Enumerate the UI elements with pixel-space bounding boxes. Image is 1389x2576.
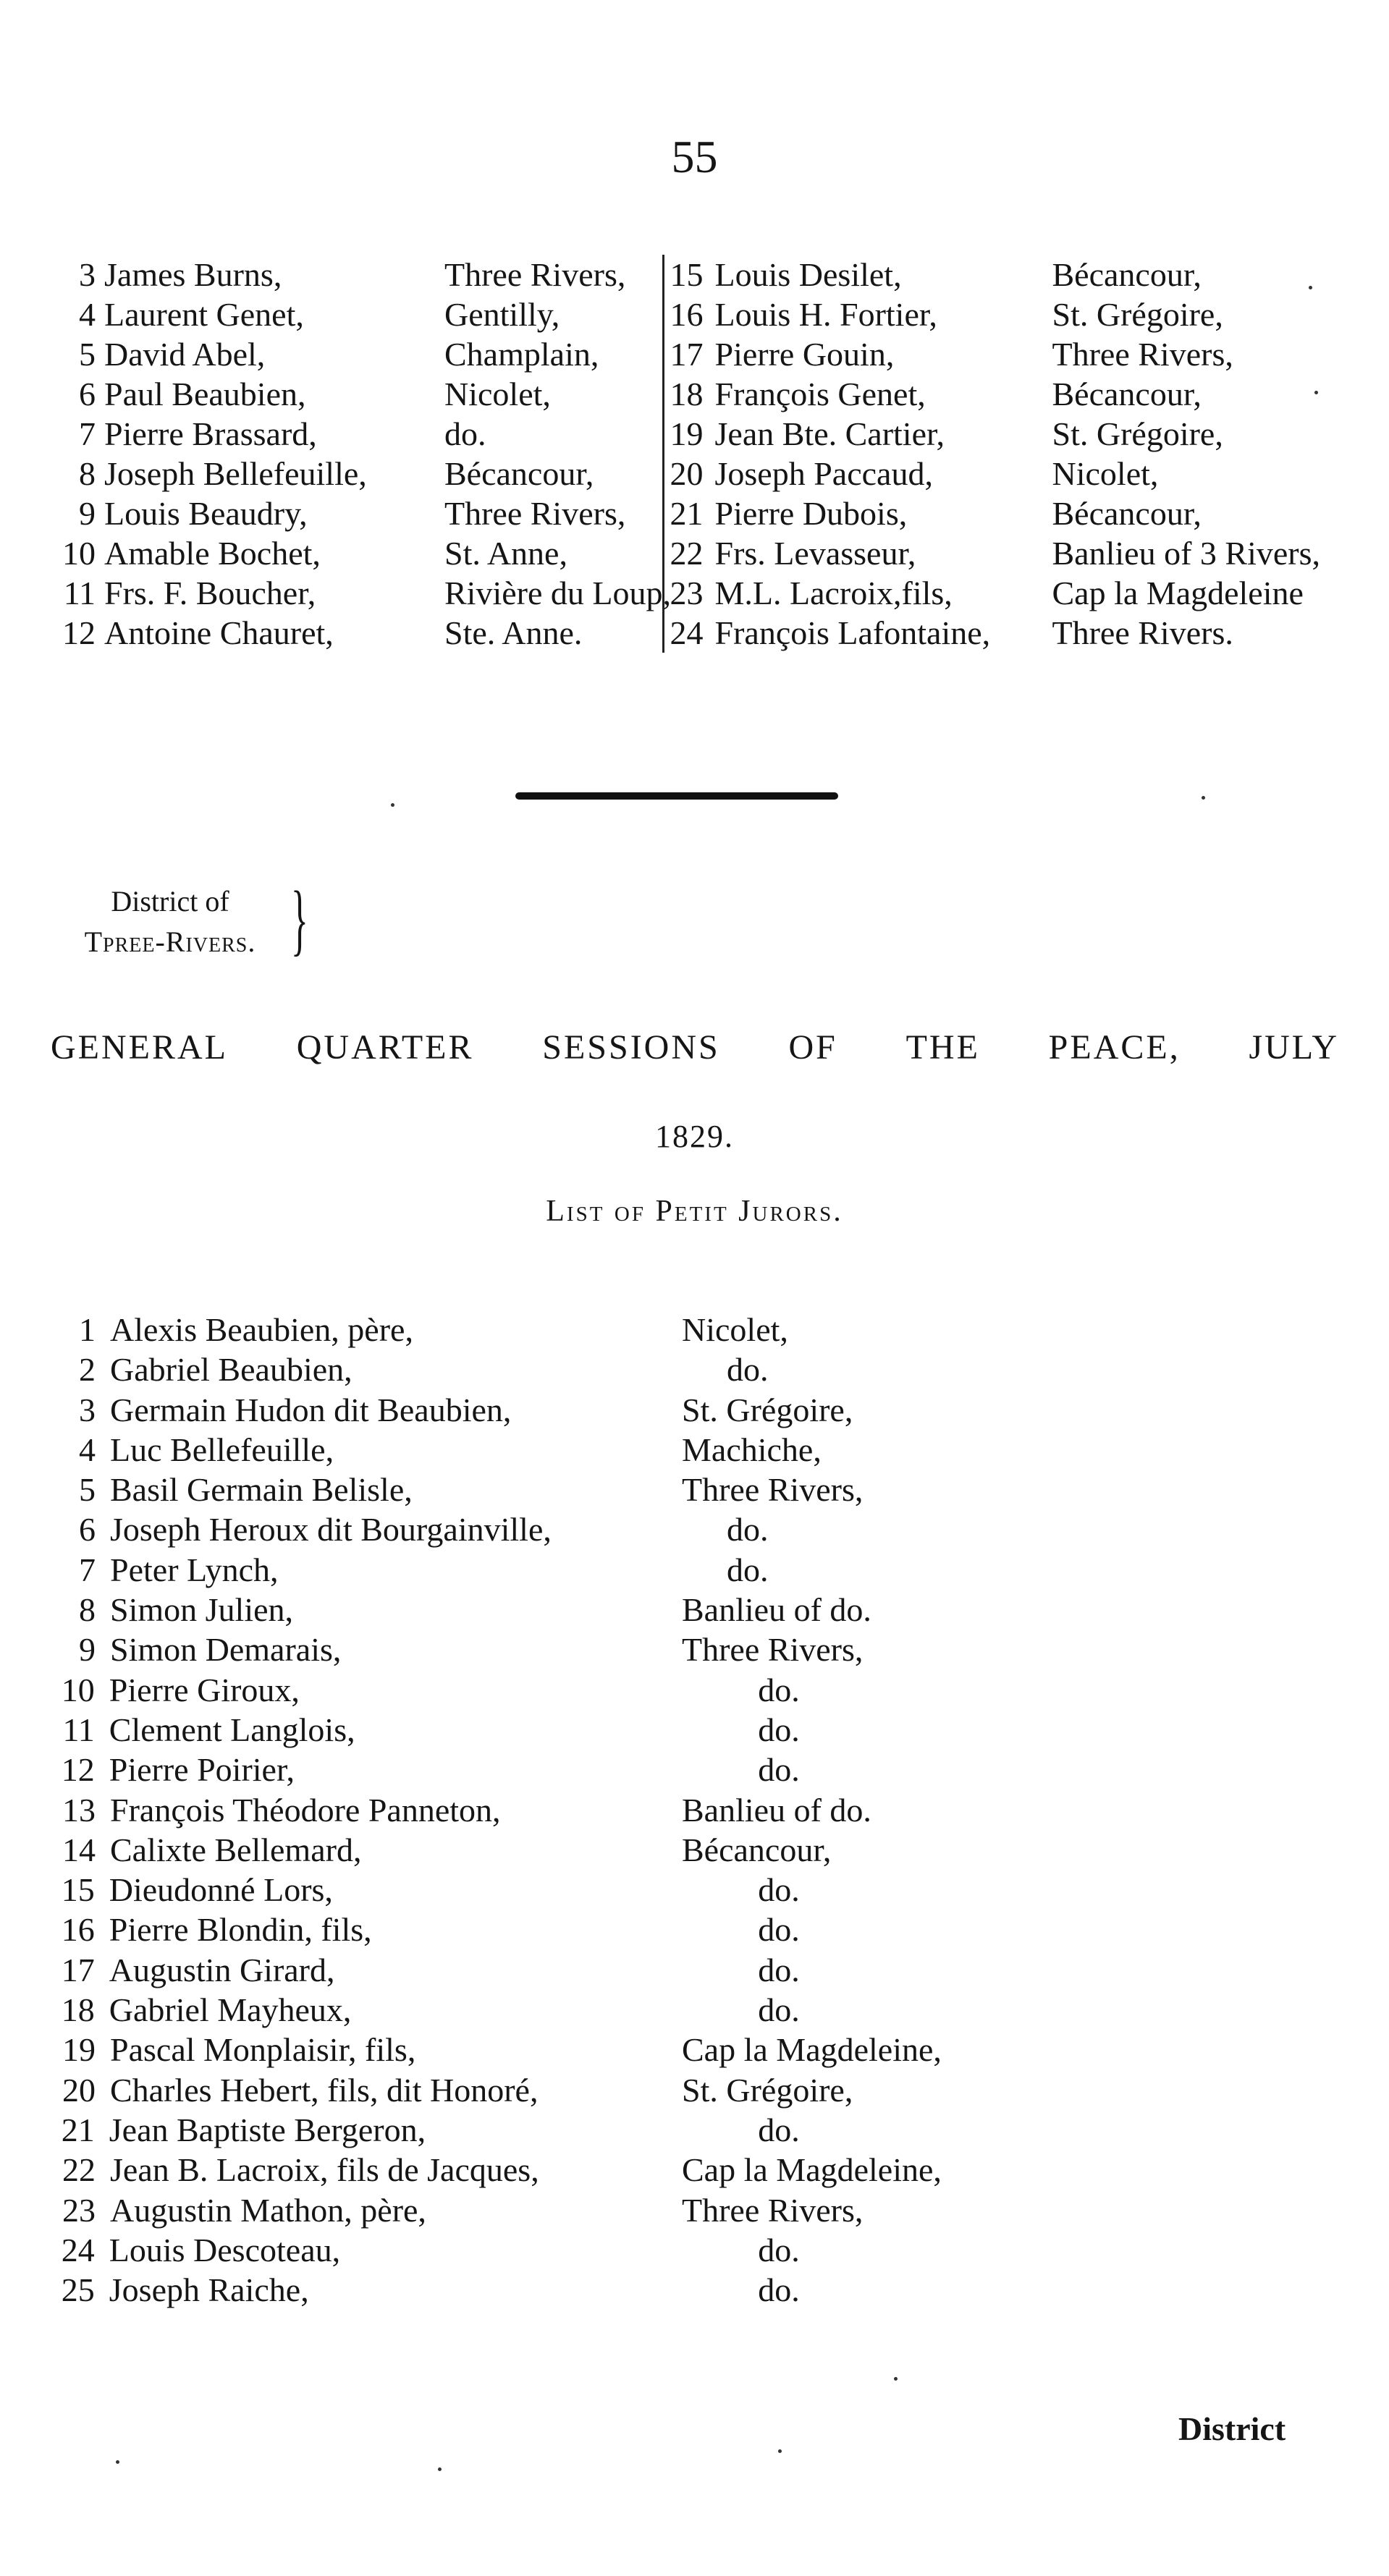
heading-word: SESSIONS xyxy=(542,1028,720,1067)
juror-name: Laurent Genet, xyxy=(104,296,304,333)
juror-name: Pierre Gouin, xyxy=(714,336,895,373)
juror-name: Pascal Monplaisir, fils, xyxy=(110,2031,416,2069)
print-speck xyxy=(778,2449,782,2453)
juror-place: Bécancour, xyxy=(1052,256,1202,293)
district-label xyxy=(29,875,311,963)
grand-juror-row xyxy=(670,295,1296,334)
juror-name: Basil Germain Belisle, xyxy=(110,1471,413,1509)
juror-name: Luc Bellefeuille, xyxy=(110,1431,334,1468)
juror-num: 22 xyxy=(670,535,704,572)
petit-juror-row xyxy=(43,2110,1057,2150)
juror-name: Joseph Bellefeuille, xyxy=(104,455,367,492)
grand-juror-row xyxy=(670,414,1296,454)
juror-name: Simon Julien, xyxy=(110,1591,294,1629)
heading-word: THE xyxy=(905,1028,980,1067)
juror-name: Pierre Poirier, xyxy=(109,1751,295,1789)
juror-num: 2 xyxy=(79,1351,96,1389)
juror-name: Gabriel Beaubien, xyxy=(110,1351,352,1389)
grand-juror-row xyxy=(670,454,1296,493)
grand-juror-row xyxy=(36,533,662,573)
juror-name: François Théodore Panneton, xyxy=(110,1791,501,1829)
juror-name: Peter Lynch, xyxy=(110,1551,279,1588)
juror-place: Banlieu of do. xyxy=(682,1791,871,1829)
juror-name: Louis Desilet, xyxy=(714,256,902,293)
page-number: 55 xyxy=(671,131,718,182)
juror-num: 17 xyxy=(670,336,704,373)
juror-num: 9 xyxy=(79,1631,96,1669)
petit-juror-row xyxy=(43,1830,1057,1870)
sessions-year: 1829. xyxy=(655,1119,734,1154)
petit-juror-row xyxy=(43,1630,1057,1669)
petit-juror-row xyxy=(43,1990,1057,2030)
petit-jurors-list xyxy=(43,1310,1057,2310)
juror-num: 21 xyxy=(670,495,704,532)
juror-num: 11 xyxy=(62,1711,95,1748)
print-speck xyxy=(894,2377,898,2381)
petit-juror-row xyxy=(43,2070,1057,2110)
juror-num: 9 xyxy=(79,495,96,532)
heading-word: OF xyxy=(788,1028,837,1067)
juror-num: 18 xyxy=(670,376,704,412)
juror-name: Louis H. Fortier, xyxy=(714,296,937,333)
juror-name: Frs. F. Boucher, xyxy=(104,575,316,611)
juror-name: Dieudonné Lors, xyxy=(109,1871,333,1909)
juror-place: Three Rivers, xyxy=(682,1471,864,1509)
juror-num: 23 xyxy=(62,2191,96,2229)
petit-juror-row xyxy=(43,1350,1057,1389)
juror-place: do. xyxy=(758,2111,800,2148)
print-speck xyxy=(438,2467,442,2471)
juror-num: 21 xyxy=(61,2111,95,2148)
petit-juror-row xyxy=(43,1550,1057,1590)
juror-name: Augustin Mathon, père, xyxy=(110,2191,426,2229)
juror-num: 16 xyxy=(61,1911,95,1949)
juror-name: Pierre Brassard, xyxy=(104,415,317,452)
grand-jurors-right-column xyxy=(662,255,1320,653)
juror-name: Antoine Chauret, xyxy=(104,614,334,651)
grand-juror-row xyxy=(670,613,1296,653)
grand-jurors-left-column xyxy=(36,255,671,653)
juror-place: Cap la Magdeleine, xyxy=(682,2151,942,2189)
juror-name: Louis Beaudry, xyxy=(104,495,308,532)
juror-num: 3 xyxy=(79,256,96,293)
petit-juror-row xyxy=(43,1670,1057,1710)
grand-juror-row xyxy=(36,295,662,334)
juror-num: 15 xyxy=(61,1871,95,1909)
juror-place: Gentilly, xyxy=(444,296,560,333)
juror-place: Banlieu of 3 Rivers, xyxy=(1052,535,1320,572)
juror-num: 12 xyxy=(61,1751,95,1789)
juror-place: St. Grégoire, xyxy=(1052,296,1223,333)
juror-name: Paul Beaubien, xyxy=(104,376,306,412)
juror-num: 7 xyxy=(79,415,96,452)
sessions-heading xyxy=(51,1028,1339,1067)
juror-num: 20 xyxy=(670,455,704,492)
juror-place: Bécancour, xyxy=(1052,376,1202,412)
grand-juror-row xyxy=(36,454,662,493)
petit-juror-row xyxy=(43,1310,1057,1350)
grand-juror-row xyxy=(670,255,1296,295)
juror-num: 17 xyxy=(61,1951,95,1988)
juror-name: Joseph Paccaud, xyxy=(714,455,933,492)
curly-brace-icon: } xyxy=(291,875,308,963)
juror-name: Clement Langlois, xyxy=(109,1711,355,1748)
juror-place: Champlain, xyxy=(444,336,599,373)
juror-name: Jean Baptiste Bergeron, xyxy=(109,2111,426,2148)
juror-name: François Lafontaine, xyxy=(714,614,991,651)
juror-num: 13 xyxy=(62,1791,96,1829)
juror-place: Nicolet, xyxy=(1052,455,1159,492)
grand-juror-row xyxy=(36,334,662,374)
juror-place: do. xyxy=(758,1991,800,2029)
juror-place: St. Grégoire, xyxy=(682,1391,853,1428)
juror-num: 16 xyxy=(670,296,704,333)
juror-name: Amable Bochet, xyxy=(104,535,321,572)
juror-place: Three Rivers, xyxy=(682,1631,864,1669)
juror-place: Rivière du Loup, xyxy=(444,575,671,611)
grand-juror-row xyxy=(670,334,1296,374)
grand-juror-row xyxy=(36,414,662,454)
petit-juror-row xyxy=(43,1509,1057,1549)
juror-num: 19 xyxy=(62,2031,96,2069)
petit-juror-row xyxy=(43,2030,1057,2069)
juror-num: 5 xyxy=(79,1471,96,1509)
juror-place: St. Anne, xyxy=(444,535,567,572)
petit-juror-row xyxy=(43,2190,1057,2230)
juror-place: Banlieu of do. xyxy=(682,1591,871,1629)
juror-place: Bécancour, xyxy=(682,1831,832,1868)
juror-name: Jean B. Lacroix, fils de Jacques, xyxy=(110,2151,539,2189)
grand-jurors-table xyxy=(36,255,1320,653)
juror-name: Alexis Beaubien, père, xyxy=(110,1311,413,1348)
juror-name: François Genet, xyxy=(714,376,926,412)
juror-place: Cap la Magdeleine xyxy=(1052,575,1304,611)
juror-name: Calixte Bellemard, xyxy=(110,1831,362,1868)
petit-juror-row xyxy=(43,1430,1057,1470)
juror-name: Augustin Girard, xyxy=(109,1951,335,1988)
petit-juror-row xyxy=(43,1750,1057,1789)
juror-place: St. Grégoire, xyxy=(682,2071,853,2109)
juror-num: 12 xyxy=(62,614,96,651)
juror-place: do. xyxy=(758,2231,800,2268)
petit-juror-row xyxy=(43,1590,1057,1630)
print-speck xyxy=(1202,796,1205,800)
district-label-line1: District of xyxy=(111,885,229,918)
section-divider-rule xyxy=(515,792,838,800)
grand-juror-row xyxy=(670,374,1296,414)
grand-juror-row xyxy=(670,493,1296,533)
petit-juror-row xyxy=(43,2270,1057,2310)
juror-num: 19 xyxy=(670,415,704,452)
juror-num: 14 xyxy=(62,1831,96,1868)
juror-place: do. xyxy=(758,2271,800,2309)
juror-num: 10 xyxy=(61,1671,95,1708)
juror-place: Bécancour, xyxy=(444,455,594,492)
petit-juror-row xyxy=(43,1790,1057,1830)
list-title: List of Petit Jurors. xyxy=(546,1195,843,1228)
juror-num: 7 xyxy=(79,1551,96,1588)
juror-place: do. xyxy=(444,415,486,452)
grand-juror-row xyxy=(670,573,1304,613)
juror-num: 6 xyxy=(79,1511,96,1548)
juror-num: 8 xyxy=(79,1591,96,1629)
juror-place: Three Rivers, xyxy=(444,495,626,532)
juror-name: M.L. Lacroix,fils, xyxy=(714,575,953,611)
juror-name: Joseph Raiche, xyxy=(109,2271,309,2309)
juror-num: 4 xyxy=(79,296,96,333)
juror-place: Three Rivers, xyxy=(1052,336,1233,373)
juror-name: Joseph Heroux dit Bourgainville, xyxy=(110,1511,552,1548)
juror-name: James Burns, xyxy=(104,256,282,293)
juror-name: Simon Demarais, xyxy=(110,1631,342,1669)
juror-place: do. xyxy=(758,1951,800,1988)
heading-word: GENERAL xyxy=(51,1028,228,1067)
grand-juror-row xyxy=(36,573,671,613)
juror-num: 24 xyxy=(670,614,704,651)
juror-name: Pierre Dubois, xyxy=(714,495,908,532)
juror-name: Jean Bte. Cartier, xyxy=(714,415,945,452)
print-speck xyxy=(1314,391,1318,394)
grand-juror-row xyxy=(670,533,1320,573)
juror-place: Three Rivers, xyxy=(444,256,626,293)
juror-name: Gabriel Mayheux, xyxy=(109,1991,352,2029)
juror-place: Nicolet, xyxy=(682,1311,788,1348)
juror-place: do. xyxy=(727,1511,769,1548)
petit-juror-row xyxy=(43,2230,1057,2270)
juror-num: 25 xyxy=(61,2271,95,2309)
district-label-line2: Tpree-Rivers. xyxy=(84,925,256,958)
juror-place: do. xyxy=(727,1551,769,1588)
heading-word: PEACE, xyxy=(1048,1028,1181,1067)
juror-name: Louis Descoteau, xyxy=(109,2231,341,2268)
juror-num: 15 xyxy=(670,256,704,293)
petit-juror-row xyxy=(43,1710,1057,1750)
juror-num: 1 xyxy=(79,1311,96,1348)
petit-juror-row xyxy=(43,1910,1057,1949)
juror-num: 24 xyxy=(61,2231,95,2268)
juror-num: 23 xyxy=(670,575,704,611)
juror-place: Three Rivers. xyxy=(1052,614,1233,651)
catchword: District xyxy=(1178,2410,1286,2447)
juror-place: Nicolet, xyxy=(444,376,551,412)
juror-num: 8 xyxy=(79,455,96,492)
juror-num: 20 xyxy=(62,2071,96,2109)
print-speck xyxy=(1309,286,1312,289)
juror-name: Charles Hebert, fils, dit Honoré, xyxy=(110,2071,539,2109)
juror-place: Ste. Anne. xyxy=(444,614,583,651)
print-speck xyxy=(391,803,394,807)
juror-num: 10 xyxy=(62,535,96,572)
grand-juror-row xyxy=(36,255,662,295)
juror-place: do. xyxy=(758,1871,800,1909)
juror-num: 18 xyxy=(61,1991,95,2029)
juror-num: 11 xyxy=(63,575,96,611)
juror-name: Pierre Blondin, fils, xyxy=(109,1911,372,1949)
juror-place: do. xyxy=(758,1711,800,1748)
juror-place: do. xyxy=(758,1751,800,1789)
grand-juror-row xyxy=(36,613,662,653)
heading-word: QUARTER xyxy=(296,1028,474,1067)
juror-name: Germain Hudon dit Beaubien, xyxy=(110,1391,512,1428)
juror-num: 22 xyxy=(62,2151,96,2189)
petit-juror-row xyxy=(43,2150,1057,2190)
juror-num: 6 xyxy=(79,376,96,412)
juror-name: Pierre Giroux, xyxy=(109,1671,300,1708)
petit-juror-row xyxy=(43,1390,1057,1430)
juror-place: Machiche, xyxy=(682,1431,822,1468)
juror-num: 4 xyxy=(79,1431,96,1468)
juror-name: Frs. Levasseur, xyxy=(714,535,916,572)
juror-place: do. xyxy=(727,1351,769,1389)
petit-juror-row xyxy=(43,1870,1057,1910)
grand-juror-row xyxy=(36,493,662,533)
juror-place: St. Grégoire, xyxy=(1052,415,1223,452)
juror-num: 3 xyxy=(79,1391,96,1428)
petit-juror-row xyxy=(43,1950,1057,1990)
heading-word: JULY xyxy=(1249,1028,1339,1067)
petit-juror-row xyxy=(43,1470,1057,1509)
grand-juror-row xyxy=(36,374,662,414)
juror-place: do. xyxy=(758,1671,800,1708)
juror-num: 5 xyxy=(79,336,96,373)
juror-place: Cap la Magdeleine, xyxy=(682,2031,942,2069)
juror-name: David Abel, xyxy=(104,336,266,373)
juror-place: Three Rivers, xyxy=(682,2191,864,2229)
juror-place: Bécancour, xyxy=(1052,495,1202,532)
juror-place: do. xyxy=(758,1911,800,1949)
print-speck xyxy=(116,2460,119,2464)
